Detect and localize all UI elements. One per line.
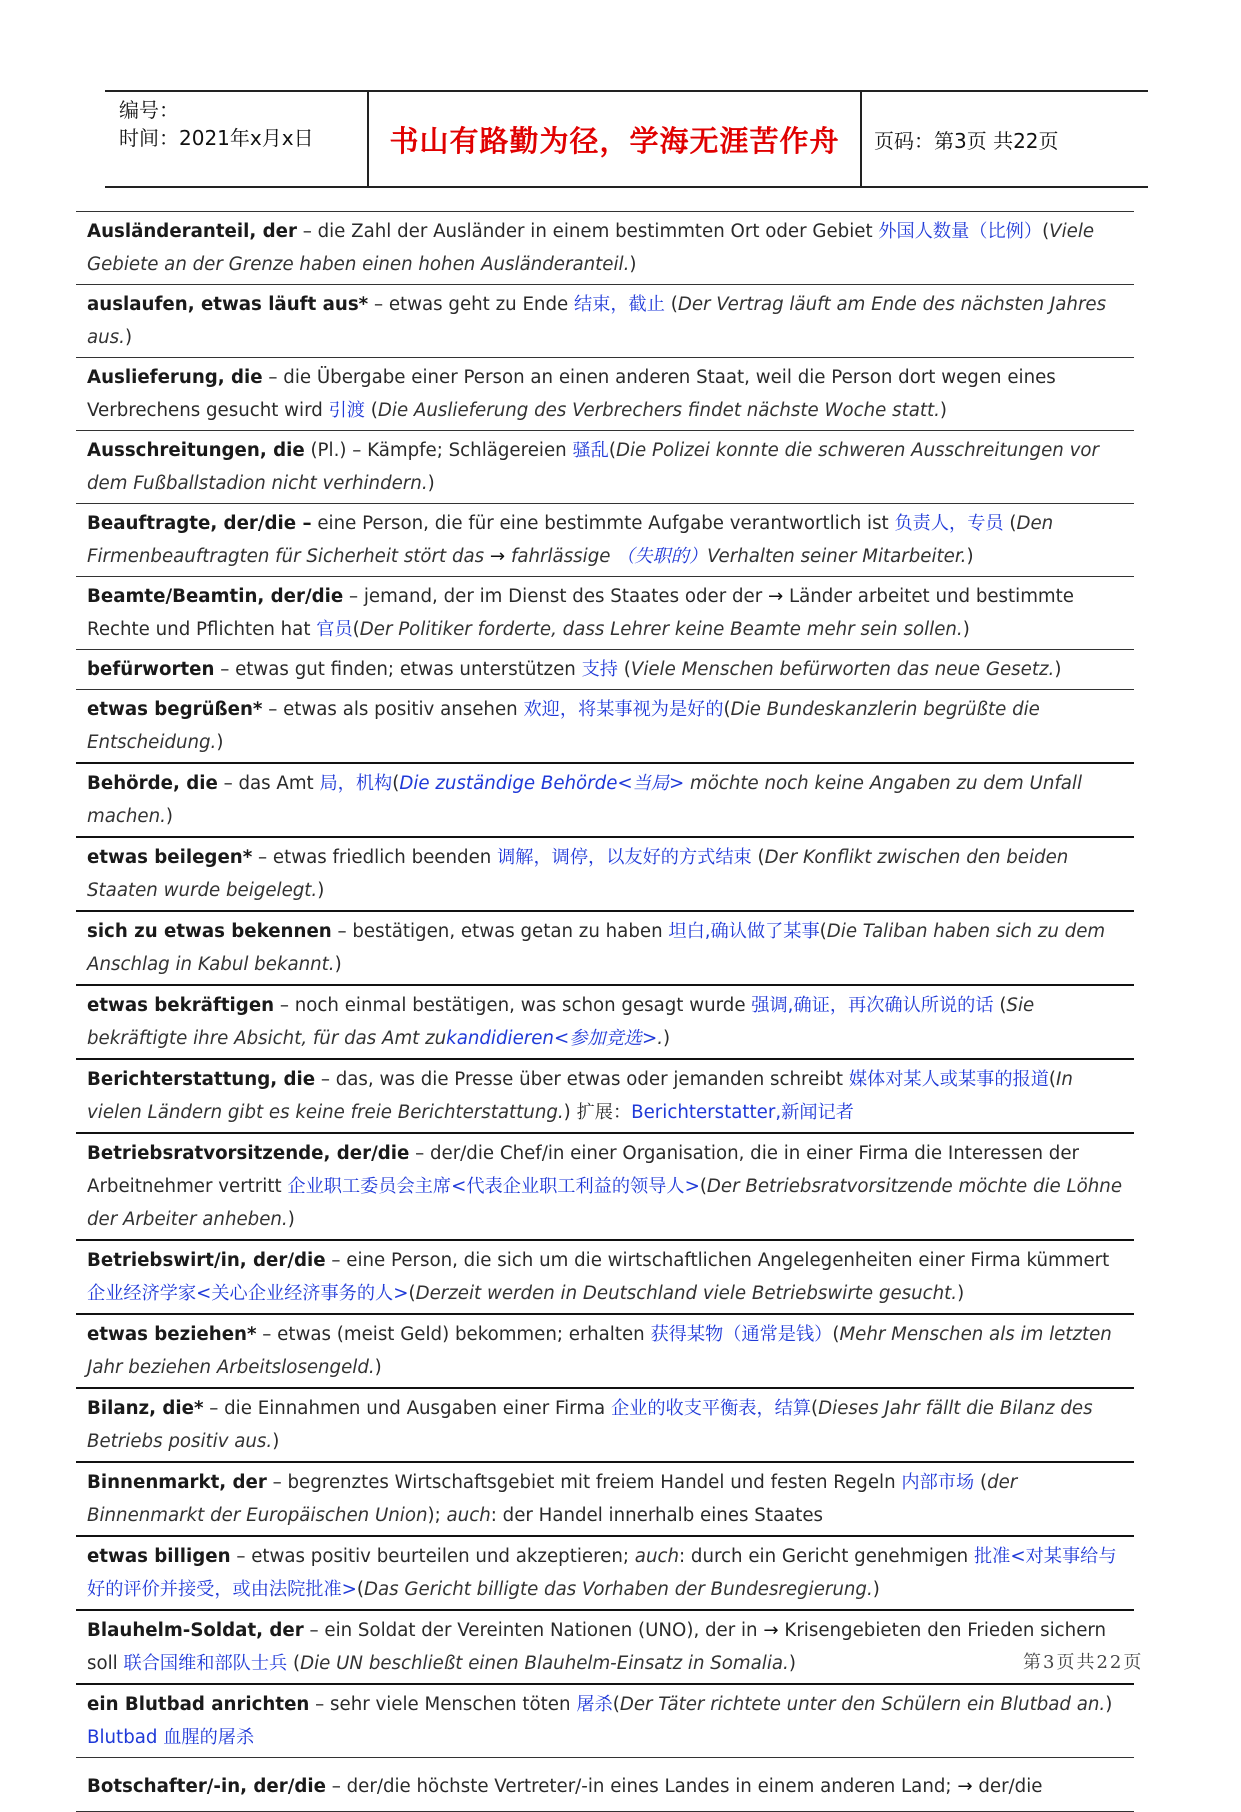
paren: ) [317, 880, 325, 901]
vocab-entry [76, 986, 1134, 1060]
paren: ) [374, 1357, 382, 1378]
translation: 坦白,确认做了某事 [668, 921, 820, 942]
translation: 内部市场 [901, 1472, 975, 1493]
headword: Ausländeranteil, der [87, 221, 297, 242]
definition: – etwas positiv beurteilen und akzeptieren; [230, 1546, 635, 1567]
example: möchte noch keine Angaben zu dem Unfall machen. [87, 773, 1083, 827]
definition: – der/die Chef/in einer Organisation, die in einer Firma die Interessen der Arbeitnehmer vertritt [87, 1143, 1080, 1197]
example: Der Politiker forderte, dass Lehrer keine Beamte mehr sein sollen. [359, 619, 963, 640]
translation: 负责人，专员 [894, 513, 1004, 534]
example: . [657, 1028, 663, 1049]
vocab-entry [76, 650, 1134, 690]
definition: – das Amt [217, 773, 320, 794]
number-label: 编号： [119, 98, 179, 122]
definition: – etwas (meist Geld) bekommen; erhalten [256, 1324, 651, 1345]
example: Dieses Jahr fällt die Bilanz des Betriebs positiv aus. [87, 1398, 1093, 1452]
paren: ( [408, 1283, 416, 1304]
paren: ( [993, 995, 1007, 1016]
headword: befürworten [87, 659, 215, 680]
page-footer: 第3页共22页 [1023, 1652, 1144, 1673]
definition: : durch ein Gericht genehmigen [679, 1546, 974, 1567]
translation: 批准<对某事给与好的评价并接受，或由法院批准> [87, 1546, 1117, 1600]
translation: 结束，截止 [573, 294, 665, 315]
example: Der Täter richtete unter den Schülern ein Blutbad an. [619, 1694, 1106, 1715]
paren: ) [662, 1028, 671, 1049]
paren: ( [1042, 221, 1050, 242]
paren: ) [272, 1431, 280, 1452]
paren: ) [1105, 1694, 1113, 1715]
paren: ) [563, 1102, 571, 1123]
vocab-entry [76, 838, 1134, 912]
translation: 外国人数量（比例） [878, 221, 1043, 242]
extension-term: Blutbad 血腥的屠杀 [87, 1727, 255, 1748]
translation: 官员 [316, 619, 353, 640]
vocabulary-list [76, 211, 1134, 1812]
example: Viele Menschen befürworten das neue Gesetz. [630, 659, 1055, 680]
headword: Berichterstattung, die [87, 1069, 316, 1090]
paren: ( [356, 1579, 364, 1600]
vocab-entry [76, 1134, 1134, 1241]
definition: – etwas geht zu Ende [368, 294, 574, 315]
vocab-entry [76, 1060, 1134, 1134]
translation: 支持 [581, 659, 618, 680]
vocab-entry [76, 1315, 1134, 1389]
example: der Binnenmarkt der Europäischen Union [87, 1472, 1018, 1526]
translation: 联合国维和部队士兵 [123, 1653, 288, 1674]
translation: 媒体对某人或某事的报道 [848, 1069, 1049, 1090]
vocab-entry [76, 285, 1134, 358]
translation: 欢迎，将某事视为是好的 [523, 699, 724, 720]
paren: ) [788, 1653, 796, 1674]
headword: Betriebswirt/in, der/die [87, 1250, 326, 1271]
translation: 调解，调停，以友好的方式结束 [497, 847, 752, 868]
example: Der Konflikt zwischen den beiden Staaten wurde beigelegt. [87, 847, 1069, 901]
definition: – begrenztes Wirtschaftsgebiet mit freiem Handel und festen Regeln [266, 1472, 902, 1493]
headword: Beauftragte, der/die – [87, 513, 312, 534]
paren: ( [832, 1324, 840, 1345]
paren: ) [957, 1283, 965, 1304]
headword: ein Blutbad anrichten [87, 1694, 310, 1715]
paren: ( [287, 1653, 301, 1674]
paren: ) [427, 473, 435, 494]
translation: 强调,确证，再次确认所说的话 [751, 995, 994, 1016]
motto: 书山有路勤为径，学海无涯苦作舟 [369, 92, 862, 186]
definition: – bestätigen, etwas getan zu haben [331, 921, 669, 942]
definition: – ein Soldat der Vereinten Nationen (UNO), der in [303, 1620, 764, 1641]
vocab-entry [76, 1463, 1134, 1537]
arrow-icon: → [957, 1776, 973, 1797]
vocab-entry [76, 1537, 1134, 1611]
paren: ) [629, 254, 637, 275]
translation: 骚乱 [572, 440, 609, 461]
translation: 局，机构 [319, 773, 393, 794]
definition: – der/die höchste Vertreter/-in eines Landes in einem anderen Land; [325, 1776, 958, 1797]
definition: – etwas friedlich beenden [252, 847, 498, 868]
paren: ) [939, 400, 948, 421]
headword: etwas billigen [87, 1546, 231, 1567]
paren: ( [751, 847, 765, 868]
example: Die Taliban haben sich zu dem Anschlag in Kabul bekannt. [87, 921, 1106, 975]
headword: Beamte/Beamtin, der/die [87, 586, 344, 607]
example: Derzeit werden in Deutschland viele Betriebswirte gesucht. [415, 1283, 958, 1304]
example: Den Firmenbeauftragten für Sicherheit stört das [87, 513, 1054, 567]
paren: ) [287, 1209, 295, 1230]
definition: Krisengebieten den Frieden sichern soll [87, 1620, 1107, 1674]
paren: ( [612, 1694, 620, 1715]
headword: Behörde, die [87, 773, 218, 794]
paren: ( [392, 773, 400, 794]
definition: – das, was die Presse über etwas oder jemanden schreibt [315, 1069, 849, 1090]
definition: – die Zahl der Ausländer in einem bestimmten Ort oder Gebiet [296, 221, 879, 242]
definition: – die Übergabe einer Person an einen anderen Staat, weil die Person dort wegen eines Verbrechens gesucht wird [87, 367, 1056, 421]
definition: – noch einmal bestätigen, was schon gesagt wurde [274, 995, 752, 1016]
translation: 企业的收支平衡表，结算 [610, 1398, 812, 1419]
definition: – eine Person, die sich um die wirtschaftlichen Angelegenheiten einer Firma kümmert [325, 1250, 1110, 1271]
example-translation: （失职的） [616, 546, 708, 567]
headword: Binnenmarkt, der [87, 1472, 267, 1493]
translation: 企业经济学家<关心企业经济事务的人> [87, 1283, 409, 1304]
paren: ( [352, 619, 360, 640]
paren: ( [699, 1176, 707, 1197]
vocab-entry [76, 504, 1134, 577]
paren: ( [811, 1398, 819, 1419]
headword: Auslieferung, die [87, 367, 263, 388]
definition: (Pl.) – Kämpfe; Schlägereien [304, 440, 573, 461]
headword: Betriebsratvorsitzende, der/die [87, 1143, 410, 1164]
headword: etwas beilegen* [87, 847, 253, 868]
vocab-entry [76, 690, 1134, 764]
arrow-icon: → [489, 546, 506, 567]
example: fahrlässige [505, 546, 617, 567]
paren: ( [819, 921, 827, 942]
paren: ( [664, 294, 678, 315]
example: Die Polizei konnte die schweren Ausschreitungen vor dem Fußballstadion nicht verhindern. [87, 440, 1099, 494]
headword: sich zu etwas bekennen [87, 921, 332, 942]
definition: : der Handel innerhalb eines Staates [490, 1505, 824, 1526]
paren: ( [1048, 1069, 1057, 1090]
vocab-entry [76, 358, 1134, 431]
translation: 企业职工委员会主席<代表企业职工利益的领导人> [287, 1176, 700, 1197]
example: Das Gericht billigte das Vorhaben der Bundesregierung. [363, 1579, 873, 1600]
example: Mehr Menschen als im letzten Jahr beziehen Arbeitslosengeld. [87, 1324, 1112, 1378]
definition: eine Person, die für eine bestimmte Aufgabe verantwortlich ist [311, 513, 895, 534]
example-translation: kandidieren<参加竞选> [446, 1028, 658, 1049]
example: Sie bekräftigte ihre Absicht, für das Amt zu [87, 995, 1035, 1049]
paren: ) [872, 1579, 880, 1600]
translation: 引渡 [328, 400, 365, 421]
definition: auch [634, 1546, 679, 1567]
time-line: 时间：2021年x月x日 [119, 126, 314, 150]
example: Die Bundeskanzlerin begrüßte die Entscheidung. [87, 699, 1040, 753]
example: Die Auslieferung des Verbrechers findet nächste Woche statt. [377, 400, 940, 421]
definition: der/die [972, 1776, 1043, 1797]
example: Der Vertrag läuft am Ende des nächsten Jahres aus. [87, 294, 1107, 348]
arrow-icon: → [763, 1620, 779, 1641]
translation: 屠杀 [576, 1694, 613, 1715]
example: Verhalten seiner Mitarbeiter. [707, 546, 967, 567]
definition: – etwas gut finden; etwas unterstützen [214, 659, 582, 680]
example-translation: Die zuständige Behörde<当局> [399, 773, 685, 794]
extension-term: Berichterstatter,新闻记者 [631, 1102, 854, 1123]
headword: Bilanz, die* [87, 1398, 204, 1419]
document-header [105, 90, 1148, 188]
paren: ) [216, 732, 224, 753]
paren: ( [974, 1472, 988, 1493]
paren: ( [365, 400, 378, 421]
page-info: 页码：第3页 共22页 [874, 128, 1059, 153]
vocab-entry [76, 1611, 1134, 1685]
headword: etwas beziehen* [87, 1324, 257, 1345]
paren: ) [165, 806, 173, 827]
vocab-entry [76, 431, 1134, 504]
paren: ) [427, 1505, 435, 1526]
example: In vielen Ländern gibt es keine freie Berichterstattung. [87, 1069, 1073, 1123]
extension-label: 扩展： [570, 1102, 632, 1123]
vocab-entry [76, 1389, 1134, 1463]
vocab-entry [76, 577, 1134, 650]
translation: 获得某物（通常是钱） [650, 1324, 833, 1345]
arrow-icon: → [767, 586, 784, 607]
definition: – sehr viele Menschen töten [309, 1694, 577, 1715]
definition: auch [446, 1505, 491, 1526]
paren: ) [962, 619, 970, 640]
vocab-entry [76, 764, 1134, 838]
paren: ) [124, 327, 133, 348]
definition: Länder arbeitet und bestimmte Rechte und Pflichten hat [87, 586, 1074, 640]
paren: ( [723, 699, 731, 720]
headword: Botschafter/-in, der/die [87, 1776, 326, 1797]
paren: ) [966, 546, 974, 567]
definition: ; [434, 1505, 447, 1526]
definition: – etwas als positiv ansehen [262, 699, 524, 720]
vocab-entry [76, 1685, 1134, 1758]
definition: – jemand, der im Dienst des Staates oder der [343, 586, 768, 607]
paren: ( [1003, 513, 1017, 534]
vocab-entry [76, 1241, 1134, 1315]
headword: auslaufen, etwas läuft aus* [87, 294, 369, 315]
headword: etwas begrüßen* [87, 699, 263, 720]
header-meta [105, 92, 369, 186]
paren: ) [1054, 659, 1062, 680]
example: Der Betriebsratvorsitzende möchte die Löhne der Arbeiter anheben. [87, 1176, 1123, 1230]
headword: Ausschreitungen, die [87, 440, 305, 461]
paren: ( [617, 659, 631, 680]
example: Viele Gebiete an der Grenze haben einen hohen Ausländeranteil. [87, 221, 1095, 275]
vocab-entry [76, 212, 1134, 285]
definition: – die Einnahmen und Ausgaben einer Firma [203, 1398, 611, 1419]
vocab-entry [76, 1758, 1134, 1812]
headword: Blauhelm-Soldat, der [87, 1620, 304, 1641]
paren: ( [608, 440, 616, 461]
paren: ) [334, 954, 342, 975]
headword: etwas bekräftigen [87, 995, 275, 1016]
example: Die UN beschließt einen Blauhelm-Einsatz in Somalia. [300, 1653, 789, 1674]
vocab-entry [76, 912, 1134, 986]
